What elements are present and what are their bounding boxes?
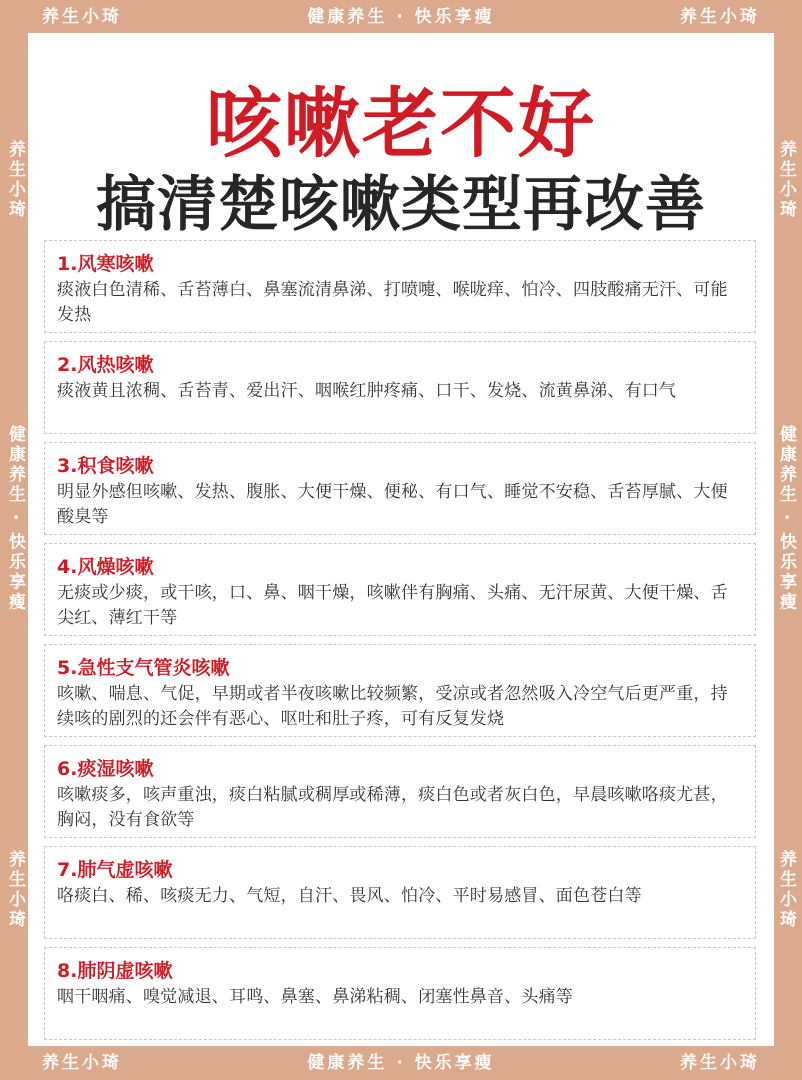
item-description: 无痰或少痰，或干咳，口、鼻、咽干燥，咳嗽伴有胸痛、头痛、无汗尿黄、大便干燥、舌尖红、薄红干等 [57,583,728,628]
watermark-slogan-right: 健康养生 · 快乐享瘦 [776,425,796,613]
cough-type-item [44,846,756,939]
cough-type-item [44,947,756,1040]
item-description: 明显外感但咳嗽、发热、腹胀、大便干燥、便秘、有口气、睡觉不安稳、舌苔厚腻、大便酸臭等 [57,482,728,527]
watermark-brand-top-left: 养生小琦 [42,7,122,27]
cough-type-item [44,644,756,737]
item-title: 5.急性支气管炎咳嗽 [57,657,230,679]
watermark-brand-left-2: 养生小琦 [5,850,25,930]
item-description: 咳嗽痰多，咳声重浊，痰白粘腻或稠厚或稀薄，痰白色或者灰白色，早晨咳嗽咯痰尤甚，胸闷，没有食欲等 [57,785,728,830]
watermark-brand-right-1: 养生小琦 [776,140,796,220]
item-description: 咽干咽痛、嗅觉减退、耳鸣、鼻塞、鼻涕粘稠、闭塞性鼻音、头痛等 [57,987,573,1007]
cough-type-item [44,745,756,838]
item-title: 8.肺阴虚咳嗽 [57,960,173,982]
item-description: 痰液白色清稀、舌苔薄白、鼻塞流清鼻涕、打喷嚏、喉咙痒、怕冷、四肢酸痛无汗、可能发热 [57,280,728,325]
watermark-slogan-top: 健康养生 · 快乐享瘦 [307,7,495,27]
cough-type-item [44,240,756,333]
cough-type-item [44,341,756,434]
page-title: 咳嗽老不好 [206,79,596,168]
watermark-slogan-left: 健康养生 · 快乐享瘦 [5,425,25,613]
watermark-brand-bottom-right: 养生小琦 [680,1053,760,1073]
item-title: 1.风寒咳嗽 [57,253,154,275]
item-description: 咳嗽、喘息、气促，早期或者半夜咳嗽比较频繁，受凉或者忽然吸入冷空气后更严重，持续咳的剧烈的还会伴有恶心、呕吐和肚子疼，可有反复发烧 [57,684,728,729]
item-title: 2.风热咳嗽 [57,354,154,376]
cough-type-item [44,442,756,535]
item-title: 4.风燥咳嗽 [57,556,154,578]
cough-type-item [44,543,756,636]
content-card [28,33,774,1046]
page-subtitle: 搞清楚咳嗽类型再改善 [96,170,706,240]
item-description: 痰液黄且浓稠、舌苔青、爱出汗、咽喉红肿疼痛、口干、发烧、流黄鼻涕、有口气 [57,381,677,401]
cough-type-list [44,240,756,1048]
item-title: 6.痰湿咳嗽 [57,758,154,780]
item-title: 3.积食咳嗽 [57,455,154,477]
item-description: 咯痰白、稀、咳痰无力、气短，自汗、畏风、怕冷、平时易感冒、面色苍白等 [57,886,642,906]
watermark-brand-left-1: 养生小琦 [5,140,25,220]
watermark-slogan-bottom: 健康养生 · 快乐享瘦 [307,1053,495,1073]
watermark-brand-top-right: 养生小琦 [680,7,760,27]
watermark-brand-bottom-left: 养生小琦 [42,1053,122,1073]
watermark-brand-right-2: 养生小琦 [776,850,796,930]
item-title: 7.肺气虚咳嗽 [57,859,173,881]
